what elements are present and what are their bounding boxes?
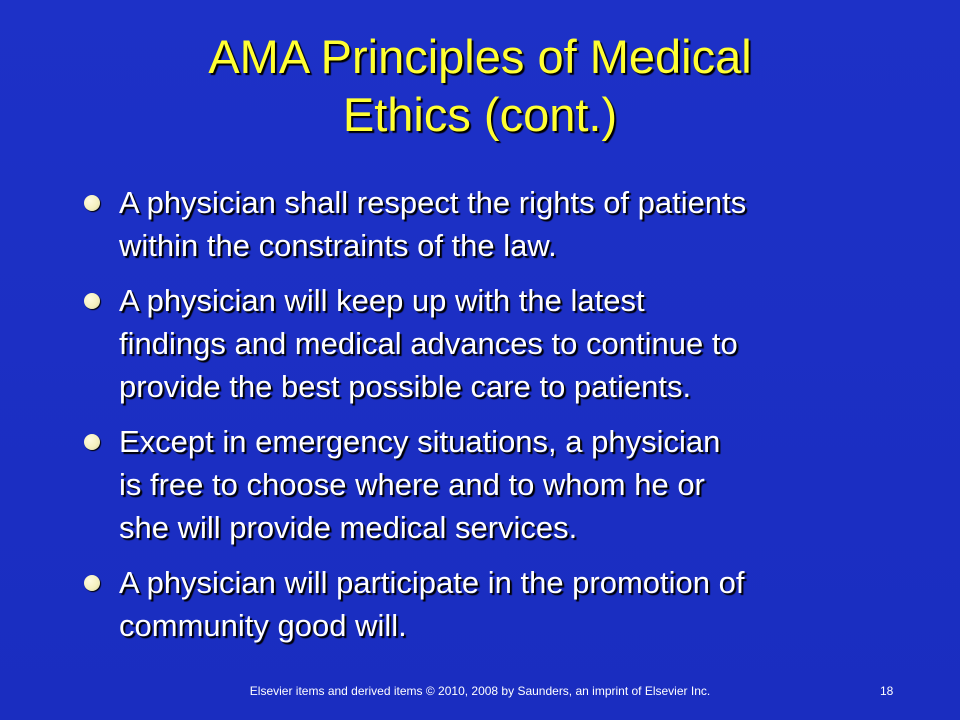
bullet-text-line: she will provide medical services. — [119, 510, 578, 545]
slide-title-line: AMA Principles of Medical — [208, 30, 752, 83]
bullet-text-line: A physician will keep up with the latest — [119, 283, 645, 318]
bullet-dot-icon — [84, 575, 100, 591]
slide-title-line: Ethics (cont.) — [342, 88, 618, 141]
copyright-footer: Elsevier items and derived items © 2010, 2008 by Saunders, an imprint of Elsevier Inc. — [249, 684, 711, 698]
bullet-item — [84, 181, 884, 267]
bullet-item — [84, 420, 884, 549]
slide-title — [100, 28, 860, 144]
bullet-text-line: findings and medical advances to continue to — [119, 326, 738, 361]
bullet-text-line: A physician will participate in the promotion of — [119, 565, 745, 600]
bullet-item — [84, 561, 884, 647]
bullet-text-line: A physician shall respect the rights of patients — [119, 185, 747, 220]
bullet-text-line: within the constraints of the law. — [119, 228, 557, 263]
bullet-dot-icon — [84, 195, 100, 211]
page-number: 18 — [880, 684, 894, 698]
bullet-list — [84, 181, 884, 659]
bullet-dot-icon — [84, 293, 100, 309]
bullet-dot-icon — [84, 434, 100, 450]
bullet-text-line: provide the best possible care to patients. — [119, 369, 692, 404]
bullet-text-line: Except in emergency situations, a physician — [119, 424, 721, 459]
bullet-text-line: is free to choose where and to whom he or — [119, 467, 705, 502]
bullet-item — [84, 279, 884, 408]
bullet-text-line: community good will. — [119, 608, 407, 643]
